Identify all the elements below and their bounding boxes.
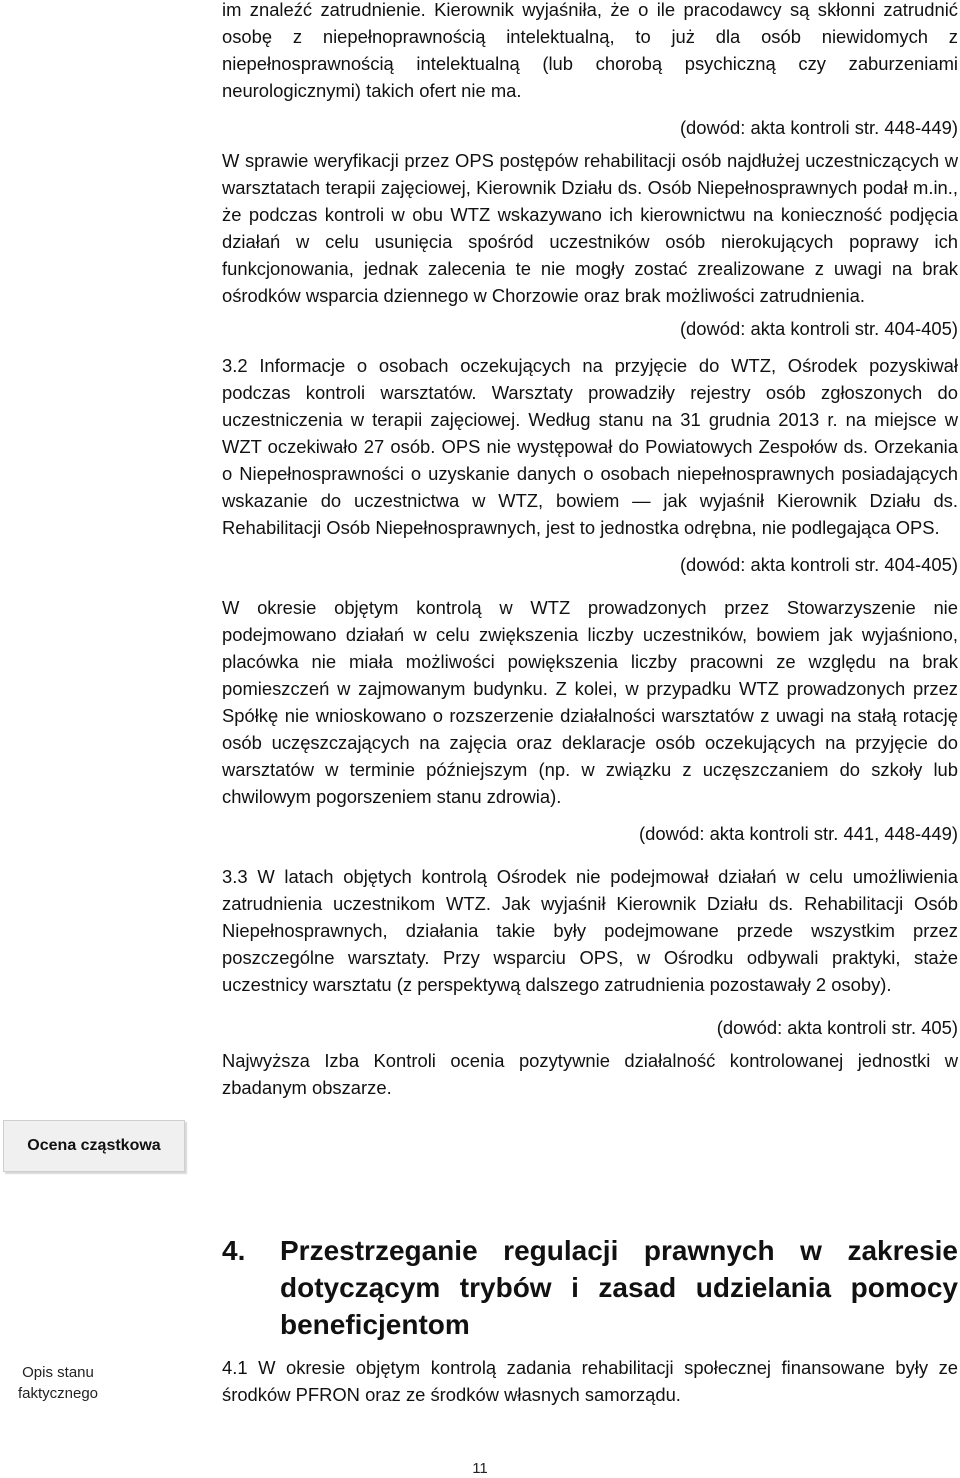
paragraph-employment: im znaleźć zatrudnienie. Kierownik wyjaśniła, że o ile pracodawcy są skłonni zatrudnić osobę z niepełnoprawnością intelektualną, to już dla osób niewidomych z niepełnosprawnością intelektualną (lub chorobą psychiczną czy zaburzeniami neurologicznymi) takich ofert nie ma.	[222, 0, 958, 101]
evidence-reference: (dowód: akta kontroli str. 441, 448-449)	[639, 823, 958, 844]
section-4-1-paragraph: 4.1 W okresie objętym kontrolą zadania rehabilitacji społecznej finansowane były ze środków PFRON oraz ze środków własnych samorządu.	[222, 1357, 958, 1405]
paragraph-3-2: 3.2 Informacje o osobach oczekujących na przyjęcie do WTZ, Ośrodek pozyskiwał podczas kontroli warsztatów. Warsztaty prowadziły rejestry osób zgłoszonych do uczestniczenia w terapii zajęciowej. Według stanu na 31 grudnia 2013 r. na miejsce w WZT oczekiwało 27 osób. OPS nie występował do Powiatowych Zespołów ds. Orzekania o Niepełnosprawności o uzyskanie danych o osobach niepełnosprawnych posiadających wskazanie do uczestnictwa w WTZ, bowiem — jak wyjaśnił Kierownik Działu ds. Rehabilitacji Osób Niepełnosprawnych, jest to jednostka odrębna, nie podlegająca OPS.	[222, 355, 958, 538]
document-body	[222, 0, 958, 1101]
evidence-reference: (dowód: akta kontroli str. 405)	[716, 1017, 958, 1038]
paragraph-rehab-verification: W sprawie weryfikacji przez OPS postępów rehabilitacji osób najdłużej uczestniczących w warsztatach terapii zajęciowej, Kierownik Działu ds. Osób Niepełnosprawnych podał m.in., że podczas kontroli w obu WTZ wskazywano ich kierownictwu na konieczność podjęcia działań w celu usunięcia spośród uczestników osób nierokujących poprawy ich funkcjonowania, jednak zalecenia te nie mogły zostać zrealizowane z uwagi na brak ośrodków wsparcia dziennego w Chorzowie oraz brak możliwości zatrudnienia.	[222, 150, 958, 306]
paragraph-3-3: 3.3 W latach objętych kontrolą Ośrodek nie podejmował działań w celu umożliwienia zatrudnienia uczestnikom WTZ. Jak wyjaśnił Kierownik Działu ds. Rehabilitacji Osób Niepełnosprawnych, działania takie były podejmowane przede wszystkim przez poszczególne warsztaty. Przy wsparciu OPS, w Ośrodku odbywali praktyki, staże uczestnicy warsztatu (z perspektywą dalszego zatrudnienia pozostawały 2 osoby).	[222, 866, 958, 995]
section-title: Przestrzeganie regulacji prawnych w zakresie dotyczącym trybów i zasad udzielania pomocy beneficjentom	[280, 1235, 958, 1340]
facts-sidebar-label: Opis stanu faktycznego	[17, 1364, 99, 1402]
evidence-reference: (dowód: akta kontroli str. 448-449)	[679, 117, 958, 138]
paragraph-nik-assessment: Najwyższa Izba Kontroli ocenia pozytywnie działalność kontrolowanej jednostki w zbadanym obszarze.	[222, 1050, 958, 1098]
section-4-heading	[222, 1232, 958, 1343]
paragraph-wtz-participants: W okresie objętym kontrolą w WTZ prowadzonych przez Stowarzyszenie nie podejmowano działań w celu zwiększenia liczby uczestników, bowiem jak wyjaśniono, placówka nie miała możliwości powiększenia liczby pracowni ze względu na brak pomieszczeń w zajmowanym budynku. Z kolei, w przypadku WTZ prowadzonych przez Spółkę nie wnioskowano o rozszerzenie działalności warsztatów z uwagi na stałą rotację osób uczęszczających na zajęcia oraz deklaracje osób oczekujących na przyjęcie do warsztatów w terminie późniejszym (np. w związku z uczęszczaniem do szkoły lub chwilowym pogorszeniem stanu zdrowia).	[222, 597, 958, 807]
assessment-sidebar-box	[3, 1120, 185, 1172]
evidence-reference: (dowód: akta kontroli str. 404-405)	[679, 554, 958, 575]
evidence-reference: (dowód: akta kontroli str. 404-405)	[679, 318, 958, 339]
page-number: 11	[472, 1460, 488, 1477]
assessment-sidebar-label: Ocena cząstkowa	[27, 1137, 161, 1154]
section-number: 4.	[222, 1235, 246, 1266]
